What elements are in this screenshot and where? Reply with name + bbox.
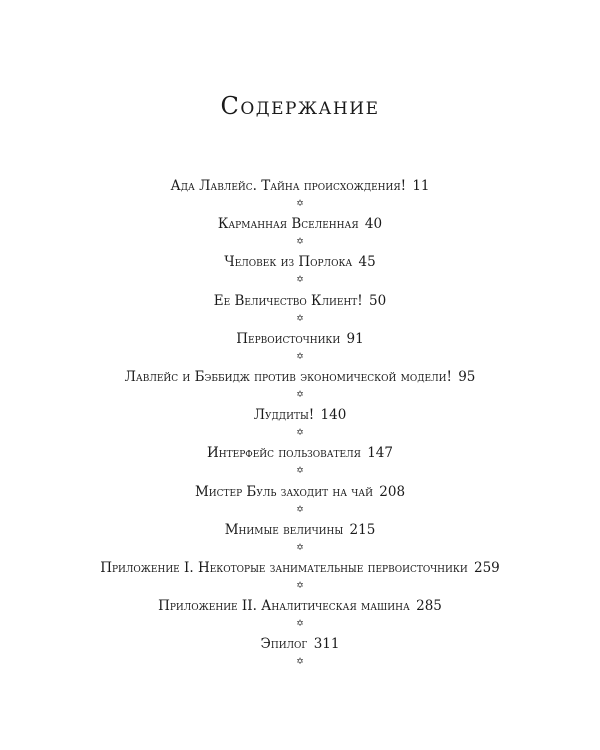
star-of-david-icon: ✡ <box>296 313 304 324</box>
star-of-david-icon: ✡ <box>296 275 304 286</box>
star-of-david-icon: ✡ <box>296 237 304 248</box>
star-of-david-icon: ✡ <box>296 619 304 630</box>
toc-page-number: 140 <box>320 407 347 424</box>
toc-entry <box>0 482 600 520</box>
star-of-david-icon: ✡ <box>296 466 304 477</box>
star-of-david-icon: ✡ <box>296 504 304 515</box>
toc-entry <box>0 596 600 634</box>
toc-page-number: 311 <box>313 636 340 653</box>
toc-entry-title: Лавлейс и Бэббидж против экономической модели! 95 <box>124 368 476 385</box>
toc-entry-title: Карманная Вселенная 40 <box>217 216 383 233</box>
toc-page-number: 11 <box>412 178 430 194</box>
toc-page-number: 91 <box>346 330 364 347</box>
toc-page-number: 50 <box>369 292 387 309</box>
toc-entry <box>0 634 600 672</box>
toc-page-number: 208 <box>379 483 406 500</box>
toc-page-number: 259 <box>474 559 500 576</box>
toc-entry <box>0 405 600 443</box>
toc-entry-title: Ада Лавлейс. Тайна происхождения! 11 <box>170 178 430 194</box>
star-of-david-icon: ✡ <box>296 351 304 362</box>
star-of-david-icon: ✡ <box>296 580 304 591</box>
toc-entry-title: Приложение I. Некоторые занимательные первоисточники 259 <box>100 559 500 576</box>
toc-page-number: 40 <box>364 216 383 233</box>
toc-entry-title: Интерфейс пользователя 147 <box>207 445 393 462</box>
toc-page-number: 285 <box>416 598 442 615</box>
toc-entry-title: Луддиты! 140 <box>253 407 347 424</box>
star-of-david-icon: ✡ <box>296 542 304 553</box>
page-title: Содержание <box>220 92 380 120</box>
star-of-david-icon: ✡ <box>296 428 304 439</box>
toc-entry-title: Человек из Порлока 45 <box>224 254 376 271</box>
toc-entry <box>0 329 600 367</box>
star-of-david-icon: ✡ <box>296 199 304 209</box>
star-of-david-icon: ✡ <box>296 657 304 668</box>
toc-page-number: 215 <box>349 521 376 538</box>
toc-entry <box>0 558 600 596</box>
toc-entry <box>0 252 600 290</box>
toc-page-number: 95 <box>458 368 476 385</box>
star-of-david-icon: ✡ <box>296 389 304 400</box>
toc-page-number: 45 <box>358 254 376 271</box>
toc-entry-title: Мистер Буль заходит на чай 208 <box>194 483 406 500</box>
toc-entry <box>0 291 600 329</box>
toc-entry-title: Приложение II. Аналитическая машина 285 <box>158 598 442 615</box>
toc-entry <box>0 214 600 252</box>
toc-entry-title: Эпилог 311 <box>260 636 340 653</box>
table-of-contents <box>0 176 600 672</box>
toc-page-number: 147 <box>367 445 393 462</box>
toc-entry <box>0 367 600 405</box>
toc-entry-title: Ее Величество Клиент! 50 <box>213 292 387 309</box>
toc-entry-title: Мнимые величины 215 <box>224 521 376 538</box>
toc-entry <box>0 520 600 558</box>
toc-entry-title: Первоисточники 91 <box>236 330 364 347</box>
toc-entry <box>0 443 600 481</box>
toc-entry <box>0 176 600 214</box>
